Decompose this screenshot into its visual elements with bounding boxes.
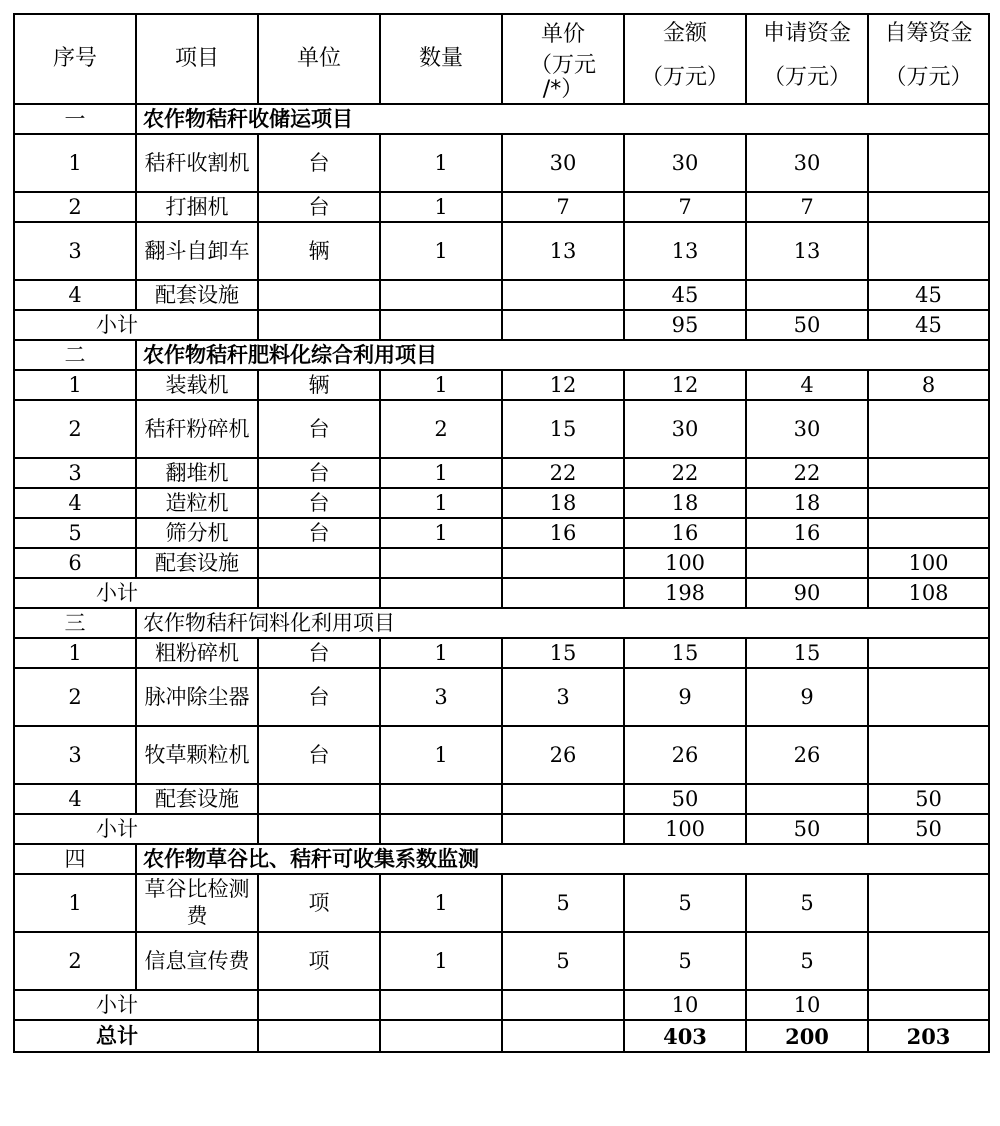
row-amount: 26 <box>624 726 746 784</box>
table-row <box>14 222 989 280</box>
row-unit: 台 <box>258 726 380 784</box>
table-row <box>14 932 989 990</box>
row-applied: 16 <box>746 518 868 548</box>
row-self <box>868 192 989 222</box>
row-applied: 18 <box>746 488 868 518</box>
row-amount: 100 <box>624 548 746 578</box>
row-applied: 7 <box>746 192 868 222</box>
header-self-line: 自筹资金 <box>884 21 973 46</box>
section-row <box>14 844 989 874</box>
row-self <box>868 638 989 668</box>
row-item: 信息宣传费 <box>136 932 258 990</box>
subtotal-empty <box>258 578 380 608</box>
subtotal-applied: 50 <box>746 310 868 340</box>
row-qty: 3 <box>380 668 502 726</box>
row-unit: 台 <box>258 192 380 222</box>
table-row <box>14 548 989 578</box>
subtotal-row <box>14 310 989 340</box>
subtotal-amount: 100 <box>624 814 746 844</box>
row-price: 18 <box>502 488 624 518</box>
row-self <box>868 668 989 726</box>
row-item: 筛分机 <box>136 518 258 548</box>
row-seq: 2 <box>14 400 136 458</box>
row-applied <box>746 280 868 310</box>
row-seq: 4 <box>14 280 136 310</box>
header-item: 项目 <box>136 14 258 104</box>
subtotal-empty <box>502 814 624 844</box>
row-self: 50 <box>868 784 989 814</box>
subtotal-empty <box>380 814 502 844</box>
subtotal-self: 108 <box>868 578 989 608</box>
section-title: 农作物秸秆收储运项目 <box>136 104 989 134</box>
row-seq: 3 <box>14 726 136 784</box>
row-unit <box>258 784 380 814</box>
row-item: 配套设施 <box>136 548 258 578</box>
row-unit: 台 <box>258 458 380 488</box>
row-self <box>868 458 989 488</box>
subtotal-empty <box>258 310 380 340</box>
table-row <box>14 668 989 726</box>
row-qty: 1 <box>380 726 502 784</box>
total-empty <box>502 1020 624 1052</box>
table-row <box>14 134 989 192</box>
total-empty <box>380 1020 502 1052</box>
row-applied: 15 <box>746 638 868 668</box>
table-row <box>14 192 989 222</box>
row-price: 7 <box>502 192 624 222</box>
row-amount: 9 <box>624 668 746 726</box>
row-applied: 22 <box>746 458 868 488</box>
subtotal-row <box>14 990 989 1020</box>
table-row <box>14 400 989 458</box>
row-seq: 3 <box>14 222 136 280</box>
table-row <box>14 458 989 488</box>
subtotal-label: 小计 <box>14 578 258 608</box>
header-amount-line: 金额 <box>662 21 707 46</box>
subtotal-empty <box>380 990 502 1020</box>
table-row <box>14 726 989 784</box>
row-unit: 台 <box>258 518 380 548</box>
subtotal-label: 小计 <box>14 814 258 844</box>
subtotal-label: 小计 <box>14 990 258 1020</box>
table-row <box>14 518 989 548</box>
row-amount: 7 <box>624 192 746 222</box>
row-applied: 30 <box>746 134 868 192</box>
subtotal-empty <box>258 990 380 1020</box>
row-amount: 5 <box>624 932 746 990</box>
total-label: 总计 <box>14 1020 258 1052</box>
row-item: 牧草颗粒机 <box>136 726 258 784</box>
row-qty <box>380 784 502 814</box>
row-price <box>502 548 624 578</box>
row-price: 26 <box>502 726 624 784</box>
row-self <box>868 874 989 932</box>
row-applied: 5 <box>746 932 868 990</box>
row-amount: 13 <box>624 222 746 280</box>
row-item: 草谷比检测费 <box>136 874 258 932</box>
row-unit: 台 <box>258 400 380 458</box>
row-unit: 辆 <box>258 370 380 400</box>
subtotal-amount: 95 <box>624 310 746 340</box>
row-amount: 12 <box>624 370 746 400</box>
row-qty: 1 <box>380 488 502 518</box>
row-self <box>868 726 989 784</box>
row-seq: 2 <box>14 932 136 990</box>
row-self: 100 <box>868 548 989 578</box>
subtotal-empty <box>380 310 502 340</box>
row-item: 翻堆机 <box>136 458 258 488</box>
row-amount: 16 <box>624 518 746 548</box>
row-amount: 45 <box>624 280 746 310</box>
subtotal-row <box>14 814 989 844</box>
row-qty: 1 <box>380 932 502 990</box>
row-amount: 22 <box>624 458 746 488</box>
row-amount: 5 <box>624 874 746 932</box>
row-self <box>868 400 989 458</box>
row-seq: 1 <box>14 638 136 668</box>
row-amount: 50 <box>624 784 746 814</box>
row-item: 造粒机 <box>136 488 258 518</box>
row-seq: 4 <box>14 784 136 814</box>
row-item: 翻斗自卸车 <box>136 222 258 280</box>
row-self <box>868 222 989 280</box>
row-seq: 3 <box>14 458 136 488</box>
row-qty <box>380 280 502 310</box>
header-self <box>868 14 989 104</box>
row-applied: 30 <box>746 400 868 458</box>
row-self <box>868 518 989 548</box>
row-unit <box>258 280 380 310</box>
row-unit: 台 <box>258 134 380 192</box>
row-price: 22 <box>502 458 624 488</box>
section-row <box>14 104 989 134</box>
row-self: 45 <box>868 280 989 310</box>
row-qty: 1 <box>380 638 502 668</box>
row-item: 打捆机 <box>136 192 258 222</box>
row-amount: 15 <box>624 638 746 668</box>
row-applied: 13 <box>746 222 868 280</box>
header-price <box>502 14 624 104</box>
section-number: 二 <box>14 340 136 370</box>
header-row <box>14 14 989 104</box>
row-qty: 1 <box>380 458 502 488</box>
subtotal-applied: 50 <box>746 814 868 844</box>
row-seq: 1 <box>14 134 136 192</box>
row-unit: 台 <box>258 488 380 518</box>
subtotal-applied: 10 <box>746 990 868 1020</box>
row-item: 配套设施 <box>136 784 258 814</box>
section-title: 农作物秸秆肥料化综合利用项目 <box>136 340 989 370</box>
table-row <box>14 784 989 814</box>
row-price <box>502 280 624 310</box>
row-seq: 1 <box>14 874 136 932</box>
header-seq: 序号 <box>14 14 136 104</box>
row-qty: 2 <box>380 400 502 458</box>
subtotal-self: 50 <box>868 814 989 844</box>
row-applied: 4 <box>746 370 868 400</box>
row-seq: 5 <box>14 518 136 548</box>
row-price: 3 <box>502 668 624 726</box>
section-number: 三 <box>14 608 136 638</box>
row-applied <box>746 548 868 578</box>
row-unit: 台 <box>258 668 380 726</box>
subtotal-amount: 198 <box>624 578 746 608</box>
table-row <box>14 370 989 400</box>
header-price-line: /*） <box>542 77 584 102</box>
row-amount: 30 <box>624 400 746 458</box>
section-number: 一 <box>14 104 136 134</box>
row-price: 16 <box>502 518 624 548</box>
header-applied-line: （万元） <box>762 65 851 90</box>
row-amount: 18 <box>624 488 746 518</box>
row-self: 8 <box>868 370 989 400</box>
row-qty: 1 <box>380 134 502 192</box>
row-qty: 1 <box>380 192 502 222</box>
row-self <box>868 134 989 192</box>
header-amount-line: （万元） <box>640 65 729 90</box>
subtotal-empty <box>502 578 624 608</box>
subtotal-self: 45 <box>868 310 989 340</box>
row-price: 13 <box>502 222 624 280</box>
row-price: 5 <box>502 874 624 932</box>
row-unit: 辆 <box>258 222 380 280</box>
header-applied <box>746 14 868 104</box>
total-empty <box>258 1020 380 1052</box>
table-row <box>14 874 989 932</box>
row-price: 15 <box>502 638 624 668</box>
row-qty: 1 <box>380 518 502 548</box>
row-price: 15 <box>502 400 624 458</box>
header-qty: 数量 <box>380 14 502 104</box>
header-price-line: （万元 <box>529 53 596 78</box>
row-applied: 26 <box>746 726 868 784</box>
row-applied: 9 <box>746 668 868 726</box>
subtotal-self <box>868 990 989 1020</box>
subtotal-empty <box>258 814 380 844</box>
subtotal-label: 小计 <box>14 310 258 340</box>
row-item: 配套设施 <box>136 280 258 310</box>
total-amount: 403 <box>624 1020 746 1052</box>
row-price: 12 <box>502 370 624 400</box>
row-qty: 1 <box>380 874 502 932</box>
row-unit: 台 <box>258 638 380 668</box>
row-qty: 1 <box>380 222 502 280</box>
table-row <box>14 488 989 518</box>
budget-table <box>13 13 990 1053</box>
table-row <box>14 280 989 310</box>
row-qty: 1 <box>380 370 502 400</box>
row-applied <box>746 784 868 814</box>
row-item: 装载机 <box>136 370 258 400</box>
header-applied-line: 申请资金 <box>762 21 851 46</box>
section-title: 农作物草谷比、秸秆可收集系数监测 <box>136 844 989 874</box>
row-price <box>502 784 624 814</box>
total-applied: 200 <box>746 1020 868 1052</box>
subtotal-empty <box>502 990 624 1020</box>
row-unit <box>258 548 380 578</box>
row-item: 秸秆粉碎机 <box>136 400 258 458</box>
row-self <box>868 488 989 518</box>
row-unit: 项 <box>258 932 380 990</box>
row-qty <box>380 548 502 578</box>
section-title: 农作物秸秆饲料化利用项目 <box>136 608 989 638</box>
row-seq: 4 <box>14 488 136 518</box>
header-self-line: （万元） <box>884 65 973 90</box>
section-row <box>14 608 989 638</box>
row-item: 粗粉碎机 <box>136 638 258 668</box>
row-price: 30 <box>502 134 624 192</box>
section-row <box>14 340 989 370</box>
total-self: 203 <box>868 1020 989 1052</box>
header-unit: 单位 <box>258 14 380 104</box>
row-applied: 5 <box>746 874 868 932</box>
subtotal-amount: 10 <box>624 990 746 1020</box>
total-row <box>14 1020 989 1052</box>
row-seq: 6 <box>14 548 136 578</box>
subtotal-row <box>14 578 989 608</box>
row-price: 5 <box>502 932 624 990</box>
row-seq: 2 <box>14 192 136 222</box>
subtotal-applied: 90 <box>746 578 868 608</box>
section-number: 四 <box>14 844 136 874</box>
row-seq: 2 <box>14 668 136 726</box>
row-item: 脉冲除尘器 <box>136 668 258 726</box>
row-amount: 30 <box>624 134 746 192</box>
row-unit: 项 <box>258 874 380 932</box>
subtotal-empty <box>380 578 502 608</box>
table-row <box>14 638 989 668</box>
row-item: 秸秆收割机 <box>136 134 258 192</box>
row-seq: 1 <box>14 370 136 400</box>
header-price-line: 单价 <box>540 22 585 47</box>
row-self <box>868 932 989 990</box>
subtotal-empty <box>502 310 624 340</box>
header-amount <box>624 14 746 104</box>
